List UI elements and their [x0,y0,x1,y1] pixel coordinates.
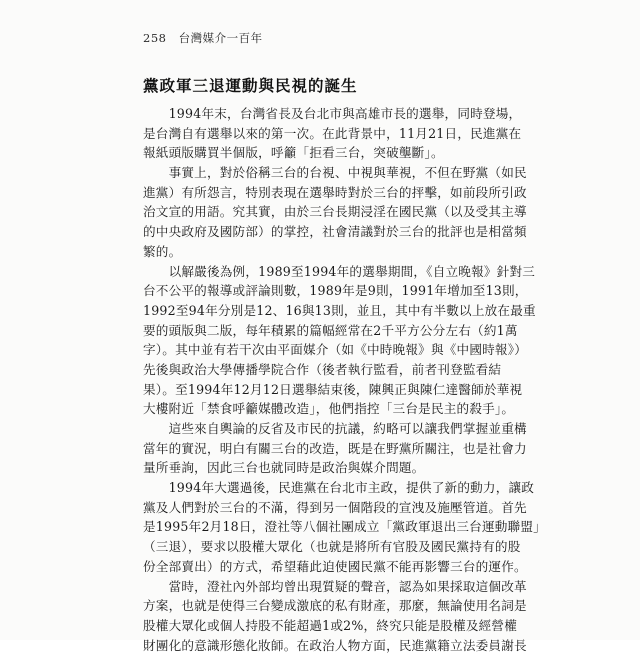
text-line: 繁的。 [143,242,499,262]
text-line: 事實上，對於俗稱三台的台視、中視與華視，不但在野黨（如民 [143,163,499,183]
text-line: 當年的實況，明白有關三台的改造，既是在野黨所關注，也是社會力 [143,439,499,459]
text-line: 果）。至1994年12月12日選舉結束後，陳興正與陳仁達醫師於華視 [143,380,499,400]
paragraph [143,104,499,163]
paragraph [143,577,499,655]
text-line: 這些來自輿論的反省及市民的抗議，約略可以讓我們掌握並重構 [143,419,499,439]
text-line: 黨及人們對於三台的不滿，得到另一個階段的宣洩及施壓管道。首先 [143,498,499,518]
running-head [143,30,263,46]
paragraph [143,478,499,576]
paragraph [143,163,499,261]
section-title: 黨政軍三退運動與民視的誕生 [143,74,358,96]
text-line: 是1995年2月18日，澄社等八個社團成立「黨政軍退出三台運動聯盟」 [143,517,499,537]
text-line: 治文宣的用語。究其實，由於三台長期浸淫在國民黨（以及受其主導 [143,202,499,222]
body-text [143,104,499,655]
text-line: 是台灣自有選舉以來的第一次。在此背景中，11月21日，民進黨在 [143,124,499,144]
text-line: 財團化的意識形態化妝師。在政治人物方面，民進黨籍立法委員謝長 [143,636,499,655]
book-title: 台灣媒介一百年 [179,31,263,45]
text-line: 大樓附近「禁食呼籲媒體改造」，他們指控「三台是民主的殺手」。 [143,399,499,419]
text-line: 台不公平的報導或評論則數，1989年是9則，1991年增加至13則， [143,281,499,301]
text-line: 1994年大選過後，民進黨在台北市主政，提供了新的動力，讓政 [143,478,499,498]
page-number: 258 [143,31,166,45]
paragraph [143,419,499,478]
text-line: 報紙頭版購買半個版，呼籲「拒看三台，突破壟斷」。 [143,143,499,163]
text-line: 以解嚴後為例，1989至1994年的選舉期間，《自立晚報》針對三 [143,262,499,282]
text-line: 的中央政府及國防部）的掌控，社會清議對於三台的批評也是相當頻 [143,222,499,242]
text-line: 要的頭版與二版，每年積累的篇幅經常在2千平方公分左右（約1萬 [143,321,499,341]
text-line: 進黨）有所怨言，特別表現在選舉時對於三台的抨擊，如前段所引政 [143,183,499,203]
text-line: 1992至94年分別是12、16與13則，並且，其中有半數以上放在最重 [143,301,499,321]
text-line: 量所垂詢，因此三台也就同時是政治與媒介問題。 [143,458,499,478]
text-line: 方案，也就是使得三台變成激底的私有財產，那麼，無論使用名詞是 [143,596,499,616]
text-line: 份全部賣出）的方式，希望藉此迫使國民黨不能再影響三台的運作。 [143,557,499,577]
text-line: 股權大眾化或個人持股不能超過1或2%，終究只能是股權及經營權 [143,616,499,636]
text-line: 當時，澄社內外部均曾出現質疑的聲音，認為如果採取這個改革 [143,577,499,597]
text-line: 字）。其中並有若干次由平面媒介（如《中時晚報》與《中國時報》） [143,340,499,360]
text-line: （三退），要求以股權大眾化（也就是將所有官股及國民黨持有的股 [143,537,499,557]
text-line: 1994年末，台灣省長及台北市與高雄市長的選舉，同時登場， [143,104,499,124]
paragraph [143,262,499,420]
text-line: 先後與政治大學傳播學院合作（後者執行監看，前者刊登監看結 [143,360,499,380]
